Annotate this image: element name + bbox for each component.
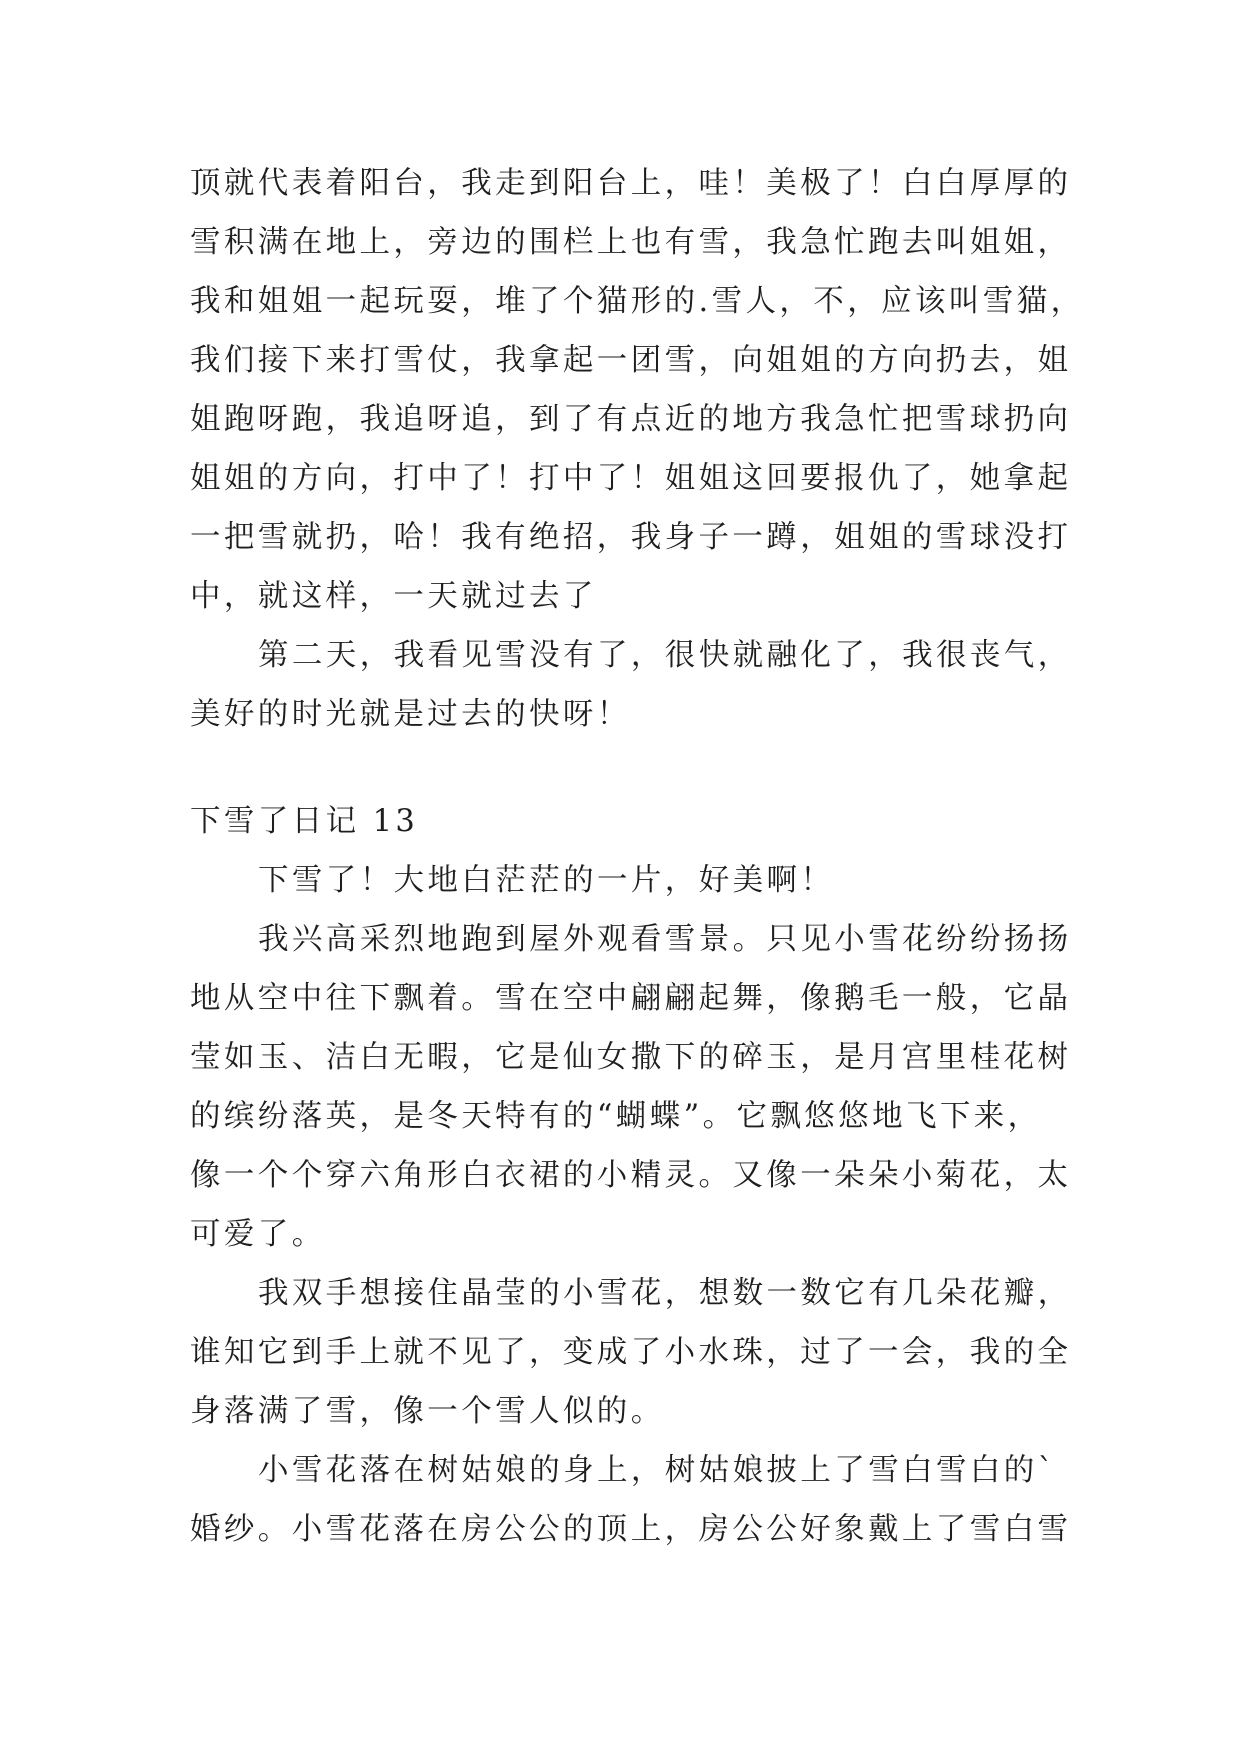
paragraph-line: 顶就代表着阳台，我走到阳台上，哇！美极了！白白厚厚的 bbox=[190, 166, 1072, 201]
paragraph-line: 我兴高采烈地跑到屋外观看雪景。只见小雪花纷纷扬扬 bbox=[258, 922, 1072, 957]
paragraph-line: 小雪花落在树姑娘的身上，树姑娘披上了雪白雪白的` bbox=[258, 1453, 1057, 1488]
paragraph-line: 我们接下来打雪仗，我拿起一团雪，向姐姐的方向扔去，姐 bbox=[190, 343, 1072, 378]
paragraph-line: 的缤纷落英，是冬天特有的“蝴蝶”。它飘悠悠地飞下来， bbox=[190, 1099, 1042, 1134]
paragraph-line: 中，就这样，一天就过去了 bbox=[190, 579, 597, 614]
paragraph-line: 姐姐的方向，打中了！打中了！姐姐这回要报仇了，她拿起 bbox=[190, 461, 1072, 496]
paragraph-line: 谁知它到手上就不见了，变成了小水珠，过了一会，我的全 bbox=[190, 1335, 1072, 1370]
section-heading: 下雪了日记 13 bbox=[190, 804, 419, 839]
paragraph-line: 姐跑呀跑，我追呀追，到了有点近的地方我急忙把雪球扔向 bbox=[190, 402, 1072, 437]
paragraph-line: 像一个个穿六角形白衣裙的小精灵。又像一朵朵小菊花，太 bbox=[190, 1158, 1072, 1193]
paragraph-line: 我双手想接住晶莹的小雪花，想数一数它有几朵花瓣， bbox=[258, 1276, 1072, 1311]
paragraph-line: 雪积满在地上，旁边的围栏上也有雪，我急忙跑去叫姐姐， bbox=[190, 225, 1072, 260]
paragraph-line: 下雪了！大地白茫茫的一片，好美啊！ bbox=[258, 863, 835, 898]
paragraph-line: 一把雪就扔，哈！我有绝招，我身子一蹲，姐姐的雪球没打 bbox=[190, 520, 1072, 555]
paragraph-line: 莹如玉、洁白无暇，它是仙女撒下的碎玉，是月宫里桂花树 bbox=[190, 1040, 1072, 1075]
paragraph-line: 美好的时光就是过去的快呀！ bbox=[190, 697, 631, 732]
paragraph-line: 地从空中往下飘着。雪在空中翩翩起舞，像鹅毛一般，它晶 bbox=[190, 981, 1072, 1016]
paragraph-line: 第二天，我看见雪没有了，很快就融化了，我很丧气， bbox=[258, 638, 1072, 673]
paragraph-line: 可爱了。 bbox=[190, 1217, 326, 1252]
paragraph-line: 婚纱。小雪花落在房公公的顶上，房公公好象戴上了雪白雪 bbox=[190, 1512, 1072, 1547]
paragraph-line: 身落满了雪，像一个雪人似的。 bbox=[190, 1394, 665, 1429]
paragraph-line: 我和姐姐一起玩耍，堆了个猫形的.雪人，不，应该叫雪猫， bbox=[190, 284, 1085, 319]
